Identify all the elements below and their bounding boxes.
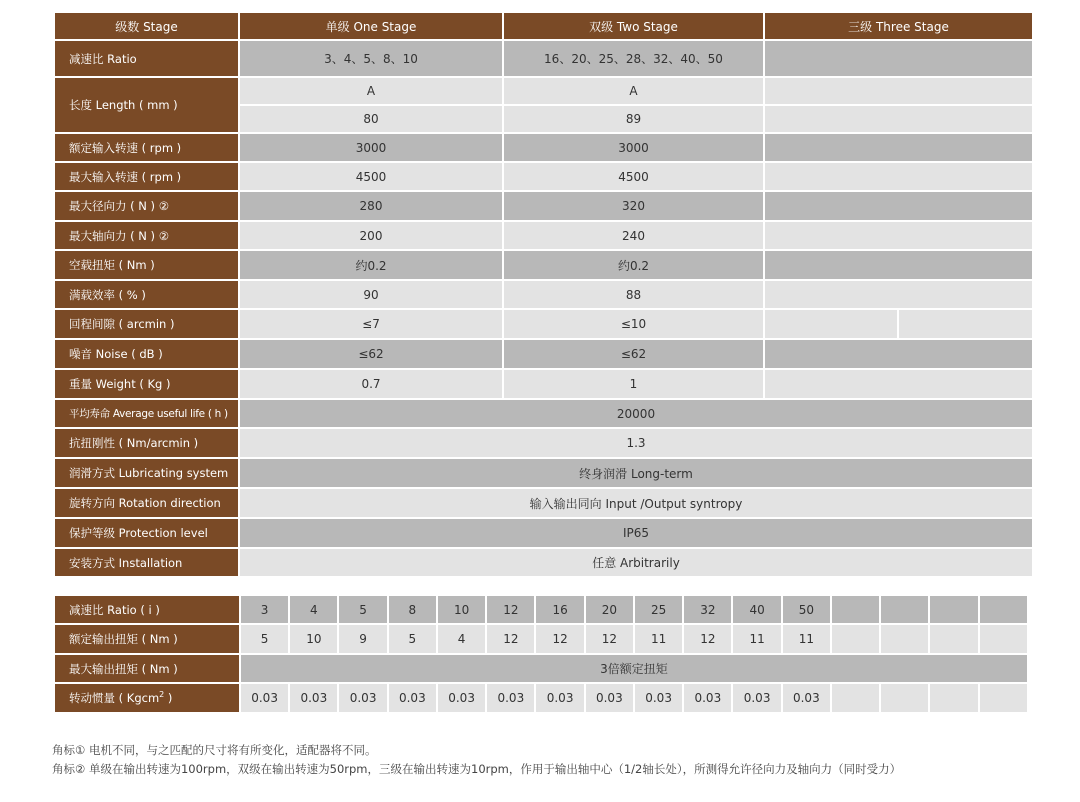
inertia-cell: 0.03 [438,684,485,712]
cell-one: 90 [240,281,502,308]
cell-two: 约0.2 [504,251,763,279]
inertia-cell: 0.03 [733,684,780,712]
ratio-table [53,594,1029,714]
inertia-label: 转动惯量 ( Kgcm [69,691,160,705]
ratio-cell: 12 [487,596,534,623]
cell-value: IP65 [240,519,1032,547]
row-label: 减速比 Ratio ( i ) [55,596,239,623]
ratio-cell: 32 [684,596,731,623]
row-ratio-i [55,596,1027,623]
row-label: 额定输入转速 ( rpm ) [55,134,238,161]
ratio-cell: 5 [339,596,386,623]
cell-two: ≤62 [504,340,763,368]
row-label: 旋转方向 Rotation direction [55,489,238,517]
inertia-cell: 0.03 [290,684,337,712]
row-stiffness [55,429,1032,457]
torque-cell: 4 [438,625,485,653]
torque-cell: 9 [339,625,386,653]
row-label: 保护等级 Protection level [55,519,238,547]
spec-table [53,11,1034,578]
inertia-cell: 0.03 [635,684,682,712]
row-label [55,684,239,712]
empty-cell [832,596,879,623]
header-two-stage: 双级 Two Stage [504,13,763,39]
cell-one: 0.7 [240,370,502,398]
cell-value: 任意 Arbitrarily [240,549,1032,576]
torque-cell: 12 [586,625,633,653]
cell-two: 4500 [504,163,763,190]
row-efficiency [55,281,1032,308]
row-label: 最大输出扭矩 ( Nm ) [55,655,239,682]
empty-cell [980,596,1027,623]
inertia-cell: 0.03 [487,684,534,712]
row-max-axial-force [55,222,1032,249]
cell-three-b [899,310,1032,338]
row-label: 空载扭矩 ( Nm ) [55,251,238,279]
ratio-cell: 20 [586,596,633,623]
cell-three [765,370,1032,398]
cell-value: 3倍额定扭矩 [241,655,1027,682]
row-installation [55,549,1032,576]
row-label: 额定输出扭矩 ( Nm ) [55,625,239,653]
ratio-cell: 4 [290,596,337,623]
row-ratio [55,41,1032,76]
row-max-output-torque [55,655,1027,682]
cell-three [765,134,1032,161]
cell-two: 240 [504,222,763,249]
row-label: 重量 Weight ( Kg ) [55,370,238,398]
row-weight [55,370,1032,398]
row-label: 平均寿命 Average useful life ( h ) [55,400,238,427]
empty-cell [832,684,879,712]
cell-value: 终身润滑 Long-term [240,459,1032,487]
row-label: 噪音 Noise ( dB ) [55,340,238,368]
torque-cell: 12 [536,625,583,653]
row-rated-input-speed [55,134,1032,161]
cell-one: 200 [240,222,502,249]
footnotes [52,741,901,779]
row-protection [55,519,1032,547]
inertia-cell: 0.03 [339,684,386,712]
empty-cell [881,596,928,623]
footnote-2: 角标② 单级在输出转速为100rpm，双级在输出转速为50rpm，三级在输出转速为10rpm，作用于输出轴中心（1/2轴长处），所测得允许径向力及轴向力（同时受力） [52,762,902,776]
header-three-stage: 三级 Three Stage [765,13,1032,39]
row-life [55,400,1032,427]
cell-three [765,222,1032,249]
row-label: 抗扭刚性 ( Nm/arcmin ) [55,429,238,457]
inertia-cell: 0.03 [389,684,436,712]
row-label: 最大输入转速 ( rpm ) [55,163,238,190]
header-row [55,13,1032,39]
torque-cell: 10 [290,625,337,653]
row-label: 最大轴向力 ( N ) ② [55,222,238,249]
row-backlash [55,310,1032,338]
torque-cell: 11 [733,625,780,653]
row-label: 长度 Length ( mm ) [55,78,238,132]
cell-two: 320 [504,192,763,220]
row-noise [55,340,1032,368]
cell-one: 80 [240,106,502,132]
empty-cell [930,625,977,653]
cell-three [765,192,1032,220]
ratio-cell: 16 [536,596,583,623]
inertia-cell: 0.03 [684,684,731,712]
ratio-cell: 25 [635,596,682,623]
row-rotation [55,489,1032,517]
torque-cell: 12 [487,625,534,653]
cell-three [765,340,1032,368]
torque-cell: 12 [684,625,731,653]
cell-one: 3、4、5、8、10 [240,41,502,76]
cell-value: 输入输出同向 Input /Output syntropy [240,489,1032,517]
cell-three [765,251,1032,279]
inertia-cell: 0.03 [536,684,583,712]
cell-two: 88 [504,281,763,308]
cell-two: 16、20、25、28、32、40、50 [504,41,763,76]
header-stage: 级数 Stage [55,13,238,39]
empty-cell [881,625,928,653]
cell-one: ≤7 [240,310,502,338]
torque-cell: 11 [783,625,830,653]
cell-three [765,106,1032,132]
torque-cell: 5 [241,625,288,653]
cell-two: 1 [504,370,763,398]
cell-three-a [765,310,897,338]
cell-three [765,78,1032,104]
inertia-cell: 0.03 [783,684,830,712]
row-no-load-torque [55,251,1032,279]
cell-value: 1.3 [240,429,1032,457]
cell-three [765,41,1032,76]
row-max-input-speed [55,163,1032,190]
row-length-a [55,78,1032,104]
torque-cell: 11 [635,625,682,653]
cell-one: 约0.2 [240,251,502,279]
ratio-cell: 8 [389,596,436,623]
cell-one: 280 [240,192,502,220]
inertia-unit-superscript: 2 [159,690,165,700]
cell-two: A [504,78,763,104]
cell-two: 3000 [504,134,763,161]
torque-cell: 5 [389,625,436,653]
cell-one: A [240,78,502,104]
row-label: 润滑方式 Lubricating system [55,459,238,487]
row-max-radial-force [55,192,1032,220]
row-lubrication [55,459,1032,487]
row-rated-output-torque [55,625,1027,653]
row-label: 减速比 Ratio [55,41,238,76]
ratio-cell: 3 [241,596,288,623]
row-label: 最大径向力 ( N ) ② [55,192,238,220]
cell-one: 3000 [240,134,502,161]
ratio-cell: 50 [783,596,830,623]
cell-three [765,281,1032,308]
empty-cell [980,684,1027,712]
footnote-1: 角标① 电机不同，与之匹配的尺寸将有所变化，适配器将不同。 [52,743,377,757]
row-label: 满载效率 ( % ) [55,281,238,308]
row-label: 安装方式 Installation [55,549,238,576]
cell-three [765,163,1032,190]
cell-two: ≤10 [504,310,763,338]
cell-one: 4500 [240,163,502,190]
inertia-cell: 0.03 [241,684,288,712]
empty-cell [832,625,879,653]
inertia-cell: 0.03 [586,684,633,712]
row-inertia [55,684,1027,712]
ratio-cell: 40 [733,596,780,623]
ratio-cell: 10 [438,596,485,623]
header-one-stage: 单级 One Stage [240,13,502,39]
empty-cell [881,684,928,712]
cell-value: 20000 [240,400,1032,427]
cell-one: ≤62 [240,340,502,368]
empty-cell [930,684,977,712]
inertia-label-end: ) [164,691,173,705]
empty-cell [980,625,1027,653]
row-label: 回程间隙 ( arcmin ) [55,310,238,338]
empty-cell [930,596,977,623]
cell-two: 89 [504,106,763,132]
